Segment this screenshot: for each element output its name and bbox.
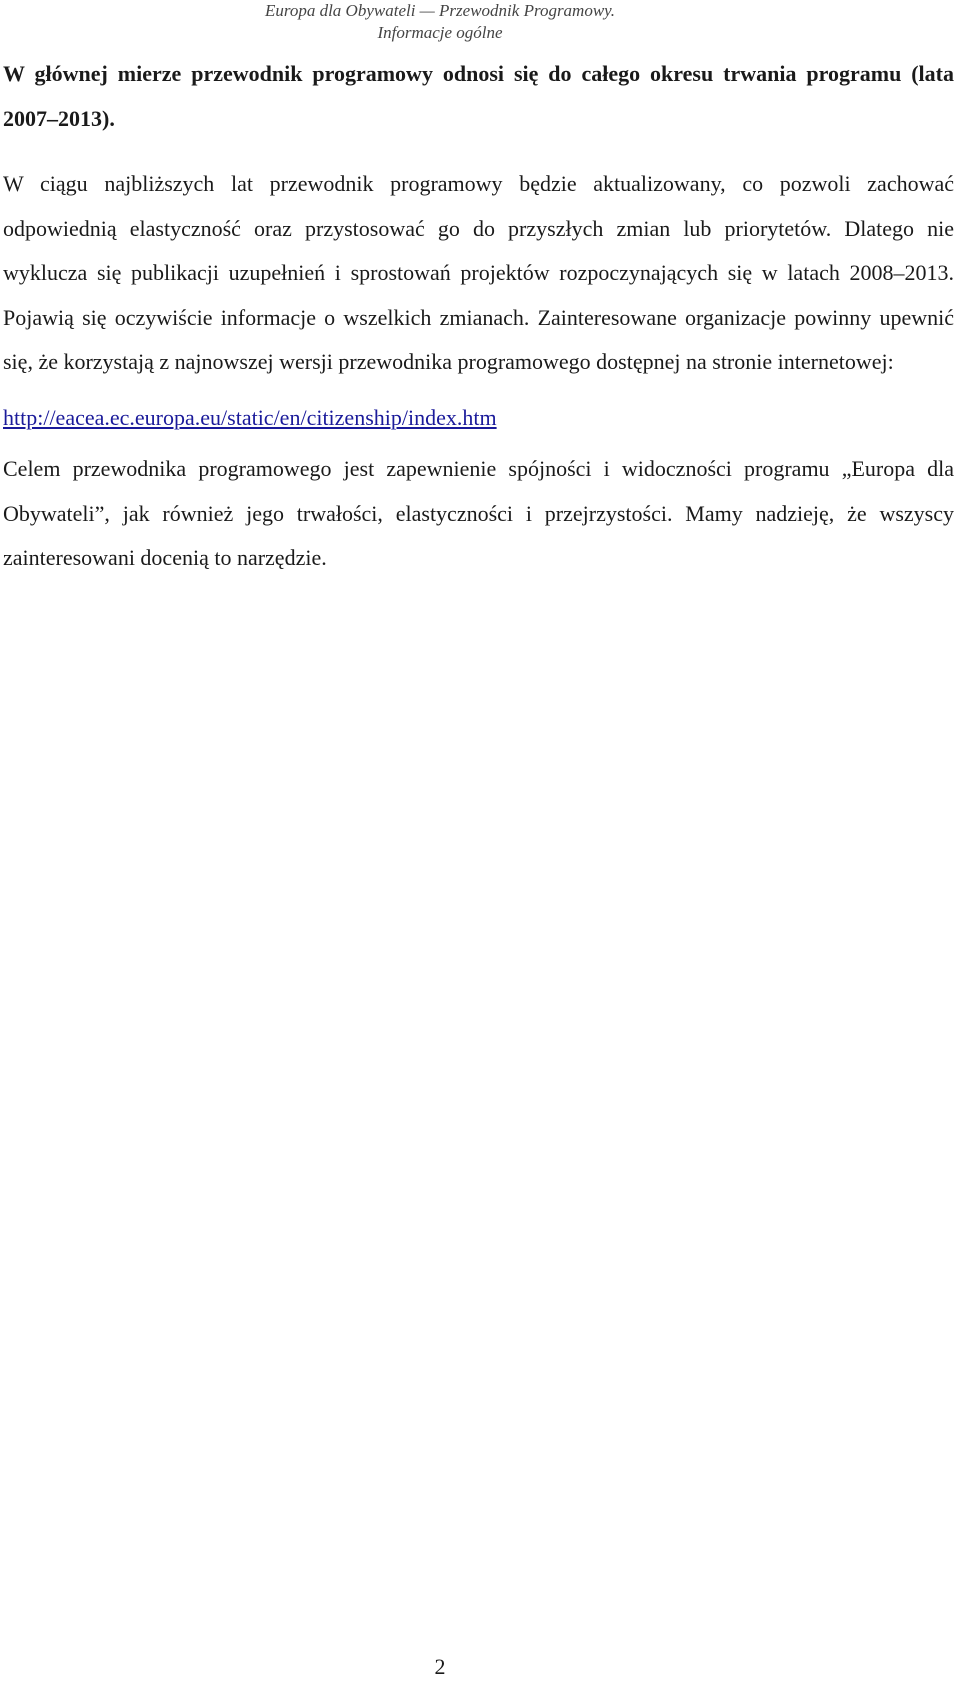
- website-link[interactable]: http://eacea.ec.europa.eu/static/en/citizenship/index.htm: [3, 404, 497, 430]
- update-paragraph: W ciągu najbliższych lat przewodnik programowy będzie aktualizowany, co pozwoli zachować odpowiednią elastyczność oraz przystosować go do przyszłych zmian lub priorytetów. Dlatego nie wyklucza się publikacji uzupełnień i sprostowań projektów rozpoczynających się w latach 2008–2013. Pojawią się oczywiście informacje o wszelkich zmianach. Zainteresowane organizacje powinny upewnić się, że korzystają z najnowszej wersji przewodnika programowego dostępnej na stronie internetowej:: [3, 171, 954, 374]
- page-number: 2: [434, 1654, 446, 1679]
- running-header: [0, 0, 880, 44]
- document-body: [3, 52, 954, 581]
- website-link-line: [3, 396, 954, 441]
- header-subtitle: Informacje ogólne: [377, 23, 503, 42]
- header-title: Europa dla Obywateli — Przewodnik Programowy.: [264, 1, 616, 20]
- intro-paragraph: W głównej mierze przewodnik programowy odnosi się do całego okresu trwania programu (lata 2007–2013).: [3, 61, 954, 131]
- closing-paragraph: Celem przewodnika programowego jest zapewnienie spójności i widoczności programu „Europa dla Obywateli”, jak również jego trwałości, elastyczności i przejrzystości. Mamy nadzieję, że wszyscy zainteresowani docenią to narzędzie.: [3, 456, 954, 570]
